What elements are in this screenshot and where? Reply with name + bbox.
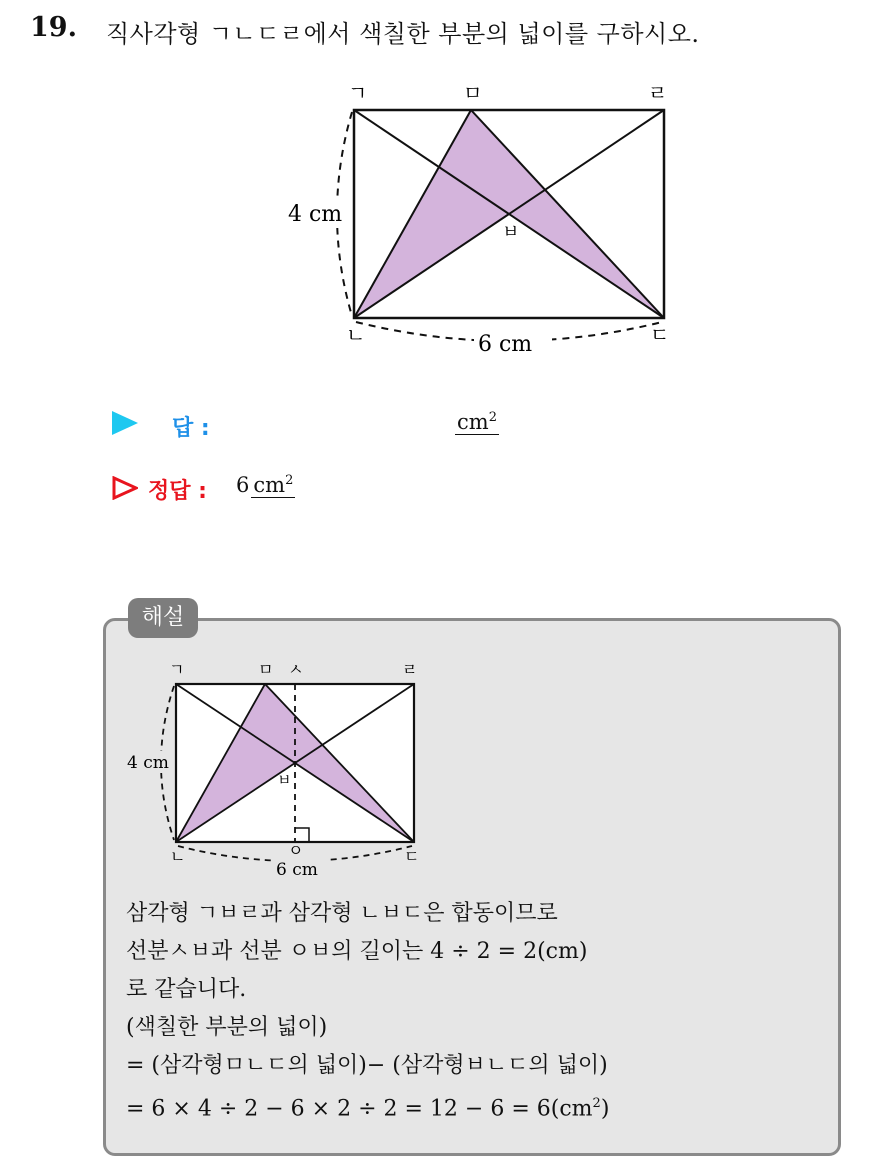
- exp-label-d: ㄹ: [402, 660, 418, 679]
- label-e: ㅁ: [463, 81, 483, 105]
- width-label: 6 cm: [478, 332, 533, 357]
- question-text: 직사각형 ㄱㄴㄷㄹ에서 색칠한 부분의 넓이를 구하시오.: [106, 20, 700, 48]
- exp-label-c: ㄷ: [404, 847, 420, 866]
- exp-height-label: 4 cm: [127, 753, 169, 773]
- label-d: ㄹ: [648, 81, 668, 105]
- explanation-line: 로 같습니다.: [126, 977, 247, 1002]
- explanation-line: = (삼각형ㅁㄴㄷ의 넓이)− (삼각형ㅂㄴㄷ의 넓이): [126, 1053, 608, 1078]
- label-f: ㅂ: [502, 222, 520, 243]
- exp-label-e: ㅁ: [258, 660, 274, 679]
- explanation-text: [126, 895, 609, 1128]
- exp-label-a: ㄱ: [169, 660, 185, 679]
- answer-label: 답 :: [172, 416, 210, 441]
- explanation-line: 삼각형 ㄱㅂㄹ과 삼각형 ㄴㅂㄷ은 합동이므로: [126, 901, 558, 926]
- correct-answer-value: 6 $cm^2$: [236, 473, 294, 497]
- exp-label-b: ㄴ: [170, 847, 186, 866]
- answer-arrow-icon: [112, 411, 138, 435]
- label-c: ㄷ: [650, 323, 670, 347]
- explanation-figure: [118, 655, 438, 885]
- explanation-tag: 해설: [128, 598, 198, 638]
- explanation-line: = $6 \times 4 \div 2 - 6 \times 2 \div 2 = 12 - 6 = 6(cm^2)$: [126, 1096, 610, 1122]
- correct-answer-arrow-icon: [112, 476, 138, 500]
- explanation-line: (색칠한 부분의 넓이): [126, 1015, 328, 1040]
- exp-label-s: ㅅ: [288, 660, 304, 679]
- exp-width-label: 6 cm: [276, 860, 318, 880]
- question-number: 19.: [30, 12, 77, 43]
- exp-label-o: ㅇ: [288, 841, 304, 860]
- answer-blank[interactable]: $cm^2$: [457, 410, 497, 434]
- height-label: 4 cm: [288, 202, 343, 227]
- label-b: ㄴ: [346, 323, 366, 347]
- correct-answer-label: 정답 :: [148, 479, 207, 504]
- rectangle-figure: [270, 70, 690, 370]
- explanation-line: 선분ㅅㅂ과 선분 ㅇㅂ의 길이는 4 ÷ 2 = 2(cm): [126, 939, 588, 964]
- label-a: ㄱ: [348, 81, 368, 105]
- exp-label-f: ㅂ: [277, 771, 292, 789]
